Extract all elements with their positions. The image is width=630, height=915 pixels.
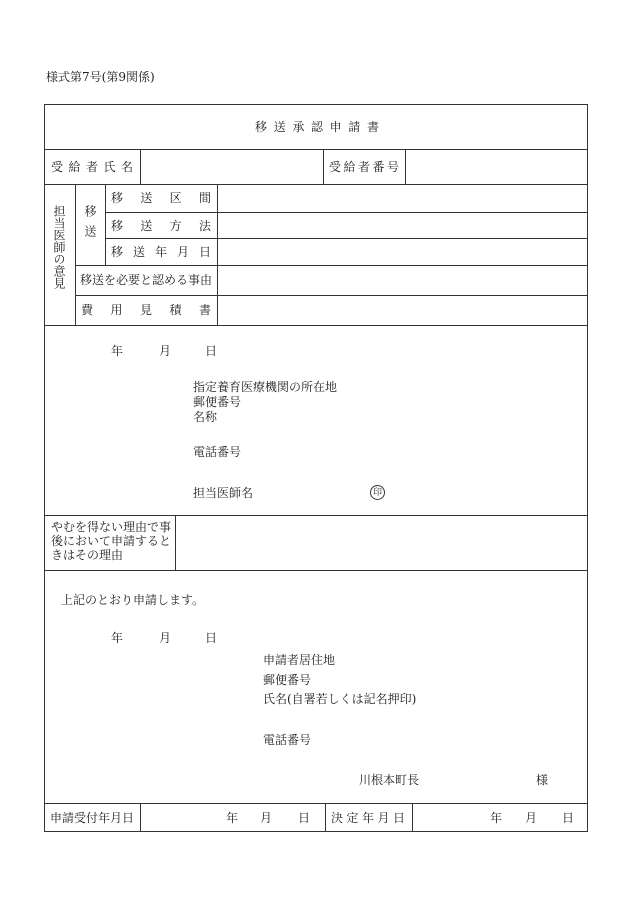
applicant-day-label: 日 xyxy=(205,631,218,645)
divider xyxy=(45,325,587,326)
transfer-method-label: 移 送 方 法 xyxy=(111,219,211,233)
seal-mark: 印 xyxy=(370,485,385,500)
divider xyxy=(217,184,218,325)
divider xyxy=(325,803,326,831)
form-title: 移 送 承 認 申 請 書 xyxy=(255,120,379,134)
divider xyxy=(323,149,324,184)
recipient-number-field[interactable] xyxy=(410,151,584,181)
application-form xyxy=(44,104,588,832)
transfer-section-label: 移 送 区 間 xyxy=(111,191,211,205)
divider xyxy=(45,570,587,571)
divider xyxy=(140,149,141,184)
recipient-name-label: 受 給 者 氏 名 xyxy=(51,160,133,174)
divider xyxy=(140,803,141,831)
applicant-phone-label: 電話番号 xyxy=(263,733,312,747)
institution-phone-label: 電話番号 xyxy=(193,445,242,459)
divider xyxy=(45,149,587,150)
decision-date-label: 決 定 年 月 日 xyxy=(331,811,405,825)
cost-estimate-label: 費 用 見 積 書 xyxy=(81,303,211,317)
doctor-year-label: 年 xyxy=(111,344,124,358)
addressee-label: 川根本町長 xyxy=(359,773,420,787)
applicant-name-label: 氏名(自署若しくは記名押印) xyxy=(263,692,417,706)
received-date-label: 申請受付年月日 xyxy=(50,811,135,825)
decision-day-label: 日 xyxy=(562,811,575,825)
applicant-postal-label: 郵便番号 xyxy=(263,673,312,687)
divider xyxy=(405,149,406,184)
applicant-year-label: 年 xyxy=(111,631,124,645)
institution-address-label: 指定養育医療機関の所在地 xyxy=(193,380,338,394)
divider xyxy=(175,515,176,570)
decision-month-label: 月 xyxy=(525,811,538,825)
divider xyxy=(45,803,587,804)
institution-postal-label: 郵便番号 xyxy=(193,395,242,409)
divider xyxy=(412,803,413,831)
application-statement: 上記のとおり申請します。 xyxy=(61,593,205,607)
received-month-label: 月 xyxy=(260,811,273,825)
decision-year-label: 年 xyxy=(490,811,503,825)
applicant-month-label: 月 xyxy=(159,631,172,645)
applicant-address-label: 申請者居住地 xyxy=(263,653,336,667)
doctor-day-label: 日 xyxy=(205,344,218,358)
recipient-number-label: 受 給 者 番 号 xyxy=(329,160,399,174)
divider xyxy=(105,212,587,213)
divider xyxy=(75,184,76,325)
divider xyxy=(105,184,106,265)
form-code: 様式第7号(第9関係) xyxy=(46,70,155,84)
transfer-date-label: 移 送 年 月 日 xyxy=(111,245,211,259)
recipient-name-field[interactable] xyxy=(145,151,319,181)
received-day-label: 日 xyxy=(298,811,311,825)
doctor-month-label: 月 xyxy=(159,344,172,358)
divider xyxy=(45,184,587,185)
doctor-opinion-label: 担当医師の意見 xyxy=(52,205,66,289)
received-year-label: 年 xyxy=(226,811,239,825)
institution-name-label: 名称 xyxy=(193,410,218,424)
honorific-label: 様 xyxy=(536,773,549,787)
divider xyxy=(75,265,587,266)
transfer-label: 移送 xyxy=(83,205,97,245)
divider xyxy=(45,515,587,516)
divider xyxy=(75,295,587,296)
late-reason-label: やむを得ない理由で事後において申請するときはその理由 xyxy=(51,520,172,562)
reason-label: 移送を必要と認める事由 xyxy=(80,273,213,287)
divider xyxy=(105,238,587,239)
doctor-name-label: 担当医師名 xyxy=(193,486,254,500)
late-reason-field[interactable] xyxy=(179,518,583,567)
